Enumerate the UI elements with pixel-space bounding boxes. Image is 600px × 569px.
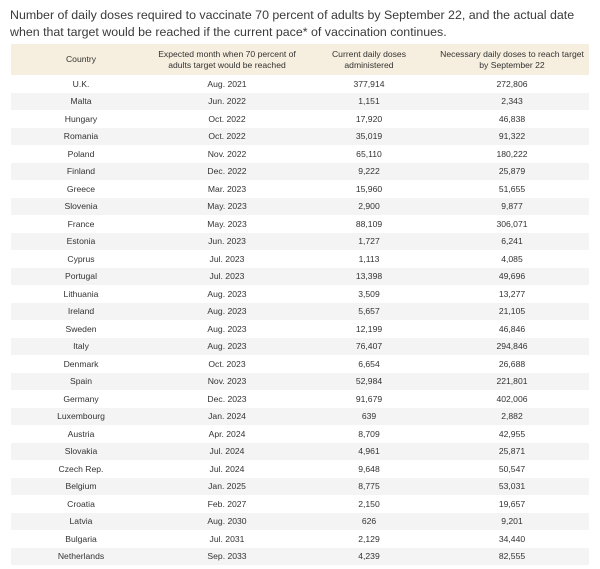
table-row <box>11 373 589 391</box>
cell-necessary-doses: 49,696 <box>435 268 589 286</box>
table-row <box>11 250 589 268</box>
cell-current-doses: 91,679 <box>303 390 435 408</box>
table-header <box>11 44 589 75</box>
cell-country: Italy <box>11 338 151 356</box>
table-row <box>11 355 589 373</box>
cell-current-doses: 88,109 <box>303 215 435 233</box>
cell-expected-month: Nov. 2023 <box>151 373 303 391</box>
table-row <box>11 163 589 181</box>
cell-necessary-doses: 2,882 <box>435 408 589 426</box>
cell-current-doses: 4,239 <box>303 548 435 566</box>
header-row <box>11 44 589 75</box>
cell-current-doses: 35,019 <box>303 128 435 146</box>
cell-current-doses: 52,984 <box>303 373 435 391</box>
cell-necessary-doses: 25,879 <box>435 163 589 181</box>
cell-current-doses: 13,398 <box>303 268 435 286</box>
cell-necessary-doses: 25,871 <box>435 443 589 461</box>
table-row <box>11 548 589 566</box>
cell-necessary-doses: 46,846 <box>435 320 589 338</box>
cell-expected-month: Dec. 2022 <box>151 163 303 181</box>
cell-expected-month: Jan. 2024 <box>151 408 303 426</box>
table-row <box>11 390 589 408</box>
cell-country: Latvia <box>11 513 151 531</box>
cell-expected-month: Oct. 2022 <box>151 110 303 128</box>
table-row <box>11 180 589 198</box>
cell-country: Cyprus <box>11 250 151 268</box>
cell-expected-month: Aug. 2021 <box>151 75 303 93</box>
table-row <box>11 215 589 233</box>
cell-country: Netherlands <box>11 548 151 566</box>
cell-country: Slovenia <box>11 198 151 216</box>
table-row <box>11 443 589 461</box>
cell-expected-month: Aug. 2023 <box>151 303 303 321</box>
header-necessary-daily-doses: Necessary daily doses to reach target by September 22 <box>435 44 589 75</box>
table-row <box>11 320 589 338</box>
cell-country: Hungary <box>11 110 151 128</box>
cell-expected-month: Oct. 2022 <box>151 128 303 146</box>
cell-country: Austria <box>11 425 151 443</box>
cell-necessary-doses: 180,222 <box>435 145 589 163</box>
cell-country: Finland <box>11 163 151 181</box>
cell-expected-month: Oct. 2023 <box>151 355 303 373</box>
cell-country: Denmark <box>11 355 151 373</box>
cell-expected-month: Mar. 2023 <box>151 180 303 198</box>
cell-country: France <box>11 215 151 233</box>
cell-necessary-doses: 306,071 <box>435 215 589 233</box>
cell-country: Portugal <box>11 268 151 286</box>
cell-expected-month: Aug. 2023 <box>151 338 303 356</box>
cell-current-doses: 4,961 <box>303 443 435 461</box>
cell-current-doses: 6,654 <box>303 355 435 373</box>
cell-expected-month: Jul. 2024 <box>151 460 303 478</box>
table-row <box>11 233 589 251</box>
table-row <box>11 285 589 303</box>
cell-expected-month: Nov. 2022 <box>151 145 303 163</box>
cell-necessary-doses: 51,655 <box>435 180 589 198</box>
table-row <box>11 530 589 548</box>
table-row <box>11 338 589 356</box>
cell-necessary-doses: 6,241 <box>435 233 589 251</box>
cell-current-doses: 377,914 <box>303 75 435 93</box>
table-row <box>11 408 589 426</box>
cell-country: Lithuania <box>11 285 151 303</box>
cell-expected-month: Jul. 2023 <box>151 250 303 268</box>
vaccination-table-container <box>11 44 589 565</box>
header-expected-month: Expected month when 70 percent of adults target would be reached <box>151 44 303 75</box>
table-row <box>11 93 589 111</box>
cell-necessary-doses: 91,322 <box>435 128 589 146</box>
cell-current-doses: 5,657 <box>303 303 435 321</box>
cell-country: Slovakia <box>11 443 151 461</box>
cell-current-doses: 15,960 <box>303 180 435 198</box>
cell-expected-month: Jun. 2023 <box>151 233 303 251</box>
cell-necessary-doses: 9,201 <box>435 513 589 531</box>
cell-necessary-doses: 26,688 <box>435 355 589 373</box>
cell-country: Sweden <box>11 320 151 338</box>
table-row <box>11 460 589 478</box>
cell-country: U.K. <box>11 75 151 93</box>
cell-expected-month: Jan. 2025 <box>151 478 303 496</box>
cell-necessary-doses: 46,838 <box>435 110 589 128</box>
cell-necessary-doses: 9,877 <box>435 198 589 216</box>
cell-expected-month: Feb. 2027 <box>151 495 303 513</box>
cell-country: Romania <box>11 128 151 146</box>
cell-expected-month: Dec. 2023 <box>151 390 303 408</box>
cell-current-doses: 12,199 <box>303 320 435 338</box>
cell-necessary-doses: 221,801 <box>435 373 589 391</box>
cell-current-doses: 17,920 <box>303 110 435 128</box>
cell-necessary-doses: 53,031 <box>435 478 589 496</box>
cell-expected-month: Sep. 2033 <box>151 548 303 566</box>
cell-country: Greece <box>11 180 151 198</box>
cell-expected-month: Jul. 2024 <box>151 443 303 461</box>
table-row <box>11 145 589 163</box>
cell-expected-month: Jun. 2022 <box>151 93 303 111</box>
cell-current-doses: 1,151 <box>303 93 435 111</box>
cell-necessary-doses: 294,846 <box>435 338 589 356</box>
cell-country: Belgium <box>11 478 151 496</box>
cell-expected-month: Apr. 2024 <box>151 425 303 443</box>
cell-expected-month: May. 2023 <box>151 215 303 233</box>
cell-necessary-doses: 21,105 <box>435 303 589 321</box>
cell-current-doses: 8,775 <box>303 478 435 496</box>
cell-country: Croatia <box>11 495 151 513</box>
cell-necessary-doses: 42,955 <box>435 425 589 443</box>
cell-expected-month: Aug. 2023 <box>151 320 303 338</box>
cell-necessary-doses: 50,547 <box>435 460 589 478</box>
cell-country: Ireland <box>11 303 151 321</box>
vaccination-table <box>11 44 589 565</box>
table-row <box>11 198 589 216</box>
cell-current-doses: 8,709 <box>303 425 435 443</box>
cell-country: Poland <box>11 145 151 163</box>
cell-expected-month: May. 2023 <box>151 198 303 216</box>
cell-expected-month: Jul. 2023 <box>151 268 303 286</box>
cell-current-doses: 9,222 <box>303 163 435 181</box>
table-row <box>11 75 589 93</box>
header-current-daily-doses: Current daily doses administered <box>303 44 435 75</box>
cell-country: Malta <box>11 93 151 111</box>
cell-necessary-doses: 19,657 <box>435 495 589 513</box>
cell-country: Spain <box>11 373 151 391</box>
cell-current-doses: 65,110 <box>303 145 435 163</box>
cell-country: Estonia <box>11 233 151 251</box>
cell-current-doses: 626 <box>303 513 435 531</box>
cell-current-doses: 2,129 <box>303 530 435 548</box>
cell-expected-month: Aug. 2023 <box>151 285 303 303</box>
table-row <box>11 303 589 321</box>
cell-country: Luxembourg <box>11 408 151 426</box>
cell-country: Germany <box>11 390 151 408</box>
cell-necessary-doses: 2,343 <box>435 93 589 111</box>
cell-current-doses: 9,648 <box>303 460 435 478</box>
table-row <box>11 128 589 146</box>
table-body <box>11 75 589 565</box>
cell-current-doses: 1,727 <box>303 233 435 251</box>
cell-necessary-doses: 82,555 <box>435 548 589 566</box>
table-row <box>11 478 589 496</box>
cell-current-doses: 639 <box>303 408 435 426</box>
cell-current-doses: 2,900 <box>303 198 435 216</box>
cell-expected-month: Aug. 2030 <box>151 513 303 531</box>
header-country: Country <box>11 44 151 75</box>
table-caption: Number of daily doses required to vaccinate 70 percent of adults by September 22, and the actual date when that target would be reached if the current pace* of vaccination continues. <box>10 8 575 39</box>
cell-expected-month: Jul. 2031 <box>151 530 303 548</box>
table-row <box>11 495 589 513</box>
cell-current-doses: 1,113 <box>303 250 435 268</box>
table-row <box>11 110 589 128</box>
cell-necessary-doses: 272,806 <box>435 75 589 93</box>
cell-necessary-doses: 4,085 <box>435 250 589 268</box>
table-row <box>11 268 589 286</box>
cell-necessary-doses: 13,277 <box>435 285 589 303</box>
cell-current-doses: 76,407 <box>303 338 435 356</box>
cell-current-doses: 3,509 <box>303 285 435 303</box>
table-row <box>11 513 589 531</box>
table-row <box>11 425 589 443</box>
cell-country: Czech Rep. <box>11 460 151 478</box>
cell-necessary-doses: 34,440 <box>435 530 589 548</box>
cell-current-doses: 2,150 <box>303 495 435 513</box>
cell-necessary-doses: 402,006 <box>435 390 589 408</box>
cell-country: Bulgaria <box>11 530 151 548</box>
